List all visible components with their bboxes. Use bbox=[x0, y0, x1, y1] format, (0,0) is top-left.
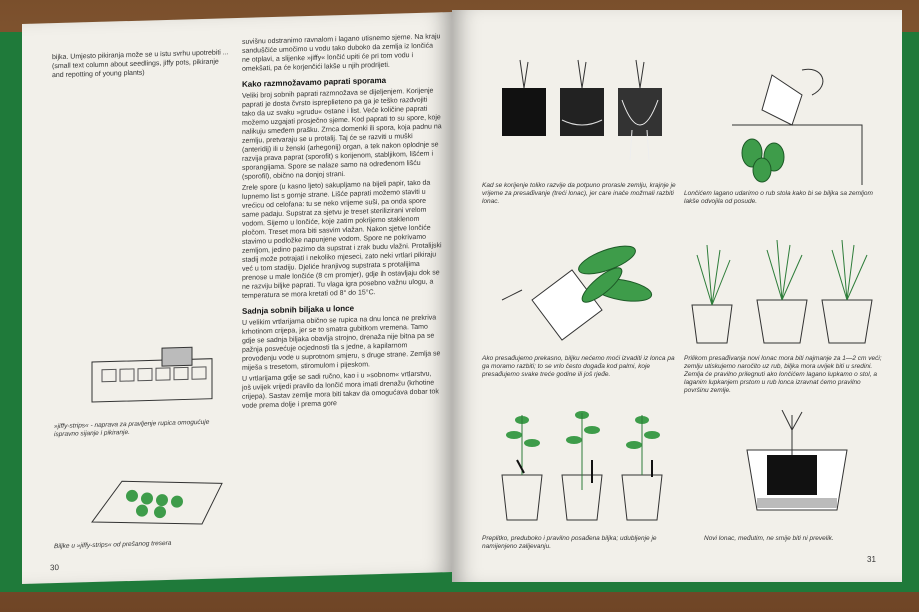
left-col2-body3: U velikim vrtlarijama obično se rupica na dnu lonca ne prekriva krhotinom crijepa, jer se to smatra gubitkom vremena. Tamo gdje se sadnja biljaka obavlja strojno, drenaža nije bitna pa se pažnja posvećuje ocjednosti tla s jedne, a kapilarnom provođenju vode u suprotnom smjeru, s druge strane. Zemlja se miješa s tresetom, stiromulom i pijeskom. bbox=[242, 314, 441, 372]
jiffy-pots-illustration bbox=[82, 458, 232, 537]
left-column-1 bbox=[52, 48, 232, 82]
broken-pot-illustration bbox=[492, 230, 662, 350]
planting-depth-illustration bbox=[492, 405, 672, 530]
heading-potting: Sadnja sobnih biljaka u lonce bbox=[242, 303, 355, 316]
page-number-right: 31 bbox=[867, 555, 876, 564]
right-page bbox=[452, 10, 902, 582]
page-number-left: 30 bbox=[50, 562, 59, 573]
caption-tapping-pot: Lončićem lagano udarimo o rub stola kako bi se biljka sa zemljom lakše odvojila od posude. bbox=[684, 190, 873, 205]
jiffy-strips-illustration bbox=[82, 338, 232, 412]
tapping-pot-illustration bbox=[712, 65, 872, 185]
caption-jiffy-pots: Biljke u »jiffy-strips« od prešanog tresera bbox=[54, 539, 172, 551]
left-col2-body4: U vrtlarijama gdje se sadi ručno, kao i u »sobnom« vrtlarstvu, još uvijek vrijedi pravilo da lončić mora imati drenažu (krhotine crijepa). Sastav zemlje mora biti takav da omogućava dobar tok vode prema dolje i prema gore bbox=[242, 370, 439, 410]
left-col2-body2: Zrele spore (u kasno ljeto) sakupljamo na bijeli papir, tako da lupnemo list s gornje strane. Lišće paprati možemo staviti u vrećicu od celofana: tu se neko vrijeme suši, pa onda spore same padaju. Supstrat za sjetvu je treset sterilizirani vrelom vodom. Sijemo u lončiće, koje zatim pokrijemo staklenom pločom. Treset mora biti sasvim vlažan. Nakon sjetve lončiće stavimo u podložke napunjene vodom. Spore ne pokrivamo zemljom, jedino pazimo da supstrat i zrak budu vlažni. Protalijski stadij može potrajati i nekoliko mjeseci, zato neki vrtlari pikiraju već u tom stadiju. Djeliće hranjivog supstrata s protalijima prenose u male lončiće (8 cm promjer), gdje ih ostavljaju dok se ne razviju biljke paprati. Tu vlaga igra posebno važnu ulogu, a temperatura se mora kretati od 8° do 15°C. bbox=[242, 179, 442, 300]
left-column-2 bbox=[242, 32, 442, 413]
repotting-sequence-illustration bbox=[682, 225, 882, 345]
caption-jiffy-strips: »jiffy-strips« - naprava za pravljenje rupica omogućuje ispravno sijanje i pikiranje. bbox=[54, 418, 210, 439]
left-col2-body1: Veliki broj sobnih paprati razmnožava se dijeljenjem. Korijenje paprati je dosta čvrsto ispreplieteno pa ga je teško razdvojiti tako da uz svaku »grudu« ostane i list. Veće količine paprati možemo uzgajati prosječno sjeme. Kod paprati to su spore, koje nalikuju smeđem prašku. Zrnca domenki ili spora, koja padnu na zemlju, pretvaraju se u protalij. Taj će se razviti u muški (anteridij) ili u ženski (arhegonij) organ, a tek nakon oplodnje se razvija prava paprat (sporofit) s korijenom, stabljikom, lišćem i sporangijama. Spore se nalaze samo na određenom lišću (sporofil), obično na donjoj strani. bbox=[242, 87, 442, 181]
root-balls-illustration bbox=[492, 50, 672, 170]
left-col2-intro: suvišnu odstranimo ravnalom i lagano utisnemo sjeme. Na kraju sanduščiće umočimo u vodu tako duboko da zemlja iz lončića ne otplavi, a slijenke »jiffy« lončić upiti će pri tom vodu i omekšati, pa će korjenčići lakše u njih prodrijeti. bbox=[242, 33, 441, 73]
caption-oversized-pot: Novi lonac, međutim, ne smije biti ni prevelik. bbox=[704, 535, 834, 542]
oversized-pot-illustration bbox=[737, 410, 857, 520]
left-col1-text: bijka. Umjesto pikiranja može se u istu svrhu upotrebiti ... (small text column about seedlings, jiffy pots, pikiranje and repotting of young plants) bbox=[52, 49, 229, 80]
caption-broken-pot: Ako presađujemo prekasno, biljku nećemo moći izvaditi iz lonca pa ga moramo razbiti; to se vrlo često događa kod palmi, koje presađujemo svake treće godine ili još rjeđe. bbox=[482, 355, 675, 378]
caption-planting-depth: Preplitko, preduboko i pravilno posađena biljka; udubljenje je namijenjeno zalijevanju. bbox=[482, 535, 657, 550]
caption-repotting-size: Prilikom presađivanja novi lonac mora biti najmanje za 1—2 cm veći; zemlju utiskujemo naročito uz rub, biljka mora uvijek biti u sredini. Zemlja će pravilno prilegnuti ako lončićem lagano lupkamo o stol, a laganim lupkanjem prstom u rub lonca izravnat ćemo pravilno površinu zemlje. bbox=[684, 355, 882, 394]
caption-root-balls: Kad se korijenje toliko razvije da potpuno prorasle zemlju, krajnje je vrijeme za presađivanje (treći lonac), jer care inače možmali razbiti lonac. bbox=[482, 182, 676, 205]
left-page bbox=[22, 12, 452, 584]
heading-fern-spores: Kako razmnožavamo paprati sporama bbox=[242, 75, 387, 89]
